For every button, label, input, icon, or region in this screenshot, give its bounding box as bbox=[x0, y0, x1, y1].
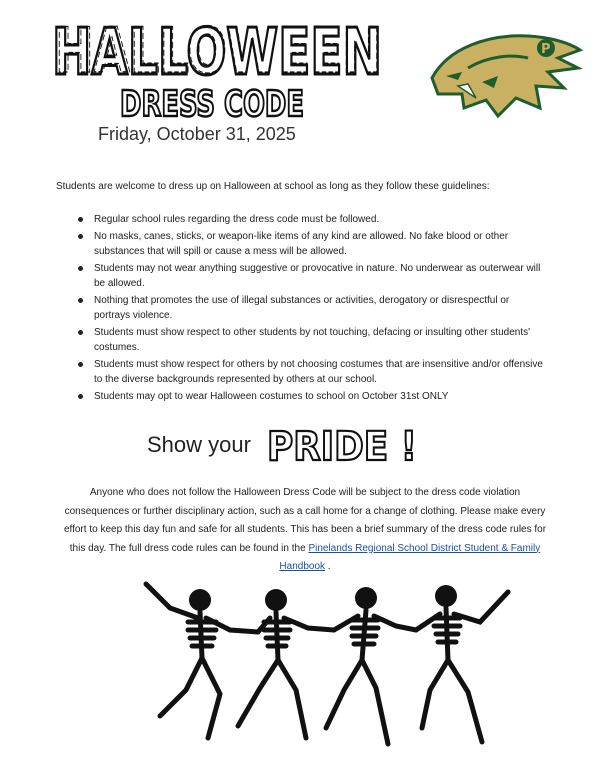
skeleton-icon bbox=[326, 587, 416, 744]
rule-item: No masks, canes, sticks, or weapon-like items of any kind are allowed. No fake blood or other substances that will spill or cause a mess will be allowed. bbox=[78, 229, 548, 259]
rule-item: Students may not wear anything suggestive or provocative in nature. No underwear as outerwear will be allowed. bbox=[78, 261, 548, 291]
mascot-logo-icon bbox=[428, 28, 584, 120]
rule-item: Students may opt to wear Halloween costumes to school on October 31st ONLY bbox=[78, 389, 548, 404]
intro-text: Students are welcome to dress up on Halloween at school as long as they follow these guidelines: bbox=[56, 181, 490, 192]
event-date: Friday, October 31, 2025 bbox=[98, 124, 296, 144]
skeleton-icon bbox=[416, 585, 508, 742]
pride-word-text: PRIDE ! bbox=[267, 424, 417, 468]
mascot-logo-letter: P bbox=[541, 42, 551, 57]
rule-item: Nothing that promotes the use of illegal substances or activities, derogatory or disrespectful or portrays violence. bbox=[78, 293, 548, 323]
skeleton-icon bbox=[146, 584, 258, 738]
closing-suffix: . bbox=[327, 561, 331, 572]
skeleton-icon bbox=[238, 589, 334, 738]
show-your-label: Show your bbox=[147, 432, 251, 457]
title-halloween-text-scratch: HALLOWEEN bbox=[55, 14, 381, 84]
rule-item: Students must show respect for others by not choosing costumes that are insensitive and/or offensive to the diverse backgrounds represented by others at our school. bbox=[78, 357, 548, 387]
rule-item: Students must show respect to other students by not touching, defacing or insulting other students' costumes. bbox=[78, 325, 548, 355]
rules-list bbox=[78, 212, 548, 406]
closing-paragraph bbox=[60, 484, 550, 577]
title-halloween bbox=[50, 14, 385, 84]
rule-item: Regular school rules regarding the dress code must be followed. bbox=[78, 212, 548, 227]
dancing-skeletons-illustration bbox=[130, 578, 530, 756]
title-dress-code-text: DRESS CODE bbox=[120, 84, 304, 124]
pride-word bbox=[265, 420, 425, 468]
handbook-link[interactable]: Pinelands Regional School District Student & Family Handbook bbox=[279, 542, 541, 572]
closing-text: Anyone who does not follow the Halloween Dress Code will be subject to the dress code violation consequences or further disciplinary action, such as a call home for a change of clothing. Please make every effort to keep this day fun and safe for all students. This has been a brief summary of the dress code rules for this day. The full dress code rules can be found in the bbox=[63, 487, 547, 554]
title-dress-code bbox=[118, 78, 308, 124]
title-halloween-text: HALLOWEEN bbox=[52, 16, 382, 84]
